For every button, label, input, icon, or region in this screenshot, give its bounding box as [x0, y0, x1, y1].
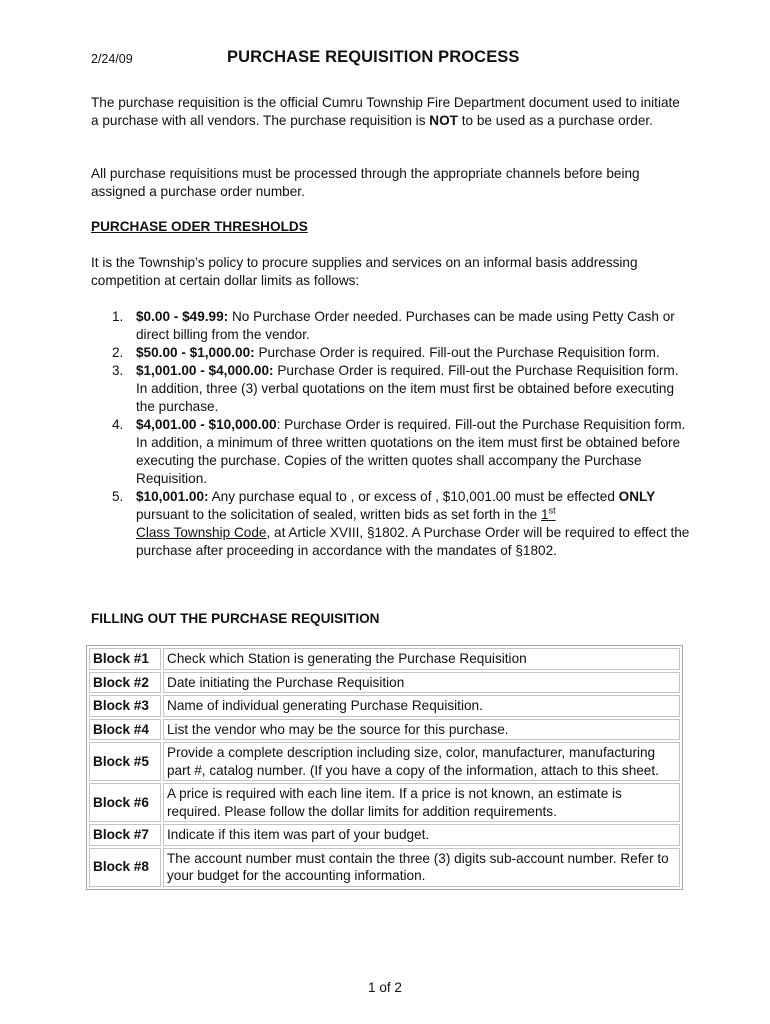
block-label: Block #1: [89, 648, 161, 670]
intro-not-emphasis: NOT: [429, 113, 458, 128]
intro-paragraph: [91, 94, 691, 130]
block-description: Date initiating the Purchase Requisition: [163, 672, 680, 694]
block-description: List the vendor who may be the source for this purchase.: [163, 719, 680, 741]
intro-text-b: to be used as a purchase order.: [457, 113, 653, 128]
block-description: A price is required with each line item. If a price is not known, an estimate is required. Please follow the dollar limits for addition requirements.: [163, 783, 680, 822]
thresholds-list: [91, 308, 691, 560]
table-row: [89, 742, 680, 781]
block-description: The account number must contain the three (3) digits sub-account number. Refer to your budget for the accounting information.: [163, 848, 680, 887]
intro-text-a: The purchase requisition is the official Cumru Township Fire Department document used to initiate a purchase with all vendors. The purchase requisition is: [91, 95, 680, 128]
table-row: [89, 672, 680, 694]
filling-heading: FILLING OUT THE PURCHASE REQUISITION: [91, 611, 380, 626]
threshold-number: 5.: [112, 489, 124, 504]
threshold-text: , at Article XVIII, §1802. A Purchase Order will be required to effect the purchase after proceeding in accordance with the mandates of §1802.: [136, 525, 690, 558]
page-number: 1 of 2: [367, 980, 402, 995]
block-label: Block #6: [89, 783, 161, 822]
document-date: 2/24/09: [91, 52, 133, 66]
threshold-text: Any purchase equal to , or excess of , $10,001.00 must be effected: [208, 489, 619, 504]
threshold-item: [91, 308, 691, 344]
threshold-range: $0.00 - $49.99:: [136, 309, 229, 324]
threshold-number: 3.: [112, 363, 124, 378]
block-label: Block #5: [89, 742, 161, 781]
document-title: PURCHASE REQUISITION PROCESS: [227, 48, 520, 66]
block-label: Block #7: [89, 824, 161, 846]
threshold-text: Purchase Order is required. Fill-out the Purchase Requisition form.: [254, 345, 660, 360]
table-row: [89, 848, 680, 887]
threshold-number: 1.: [112, 309, 124, 324]
threshold-range: $1,001.00 - $4,000.00:: [136, 363, 274, 378]
threshold-range: $4,001.00 - $10,000.00: [136, 417, 277, 432]
threshold-item: [91, 416, 691, 488]
block-description: Name of individual generating Purchase Requisition.: [163, 695, 680, 717]
code-name: Class Township Code: [136, 525, 267, 540]
threshold-number: 4.: [112, 417, 124, 432]
block-label: Block #8: [89, 848, 161, 887]
threshold-text: : Purchase Order is required. Fill-out the Purchase Requisition form. In addition, a minimum of three written quotations on the item must first be obtained before executing the purchase. Copies of the written quotes shall accompany the Purchase Requisition.: [136, 417, 686, 486]
threshold-item: [91, 362, 691, 416]
table-row: [89, 783, 680, 822]
code-class-number: 1: [541, 507, 549, 522]
block-description: Check which Station is generating the Purchase Requisition: [163, 648, 680, 670]
threshold-range: $10,001.00:: [136, 489, 209, 504]
threshold-text: No Purchase Order needed. Purchases can be made using Petty Cash or direct billing from the vendor.: [136, 309, 675, 342]
threshold-number: 2.: [112, 345, 124, 360]
threshold-item: [91, 344, 691, 362]
threshold-item: [91, 488, 691, 560]
threshold-text: Purchase Order is required. Fill-out the Purchase Requisition form. In addition, three (3) verbal quotations on the item must first be obtained before executing the purchase.: [136, 363, 679, 414]
threshold-text: pursuant to the solicitation of sealed, written bids as set forth in the: [136, 507, 542, 522]
blocks-table: [86, 645, 683, 890]
channels-paragraph: All purchase requisitions must be processed through the appropriate channels before being assigned a purchase order number.: [91, 166, 640, 199]
block-description: Indicate if this item was part of your budget.: [163, 824, 680, 846]
block-label: Block #4: [89, 719, 161, 741]
table-row: [89, 824, 680, 846]
code-class-suffix: st: [548, 505, 556, 516]
table-row: [89, 719, 680, 741]
threshold-range: $50.00 - $1,000.00:: [136, 345, 255, 360]
block-description: Provide a complete description including size, color, manufacturer, manufacturing part #, catalog number. (If you have a copy of the information, attach to this sheet.: [163, 742, 680, 781]
thresholds-intro: It is the Township’s policy to procure supplies and services on an informal basis addressing competition at certain dollar limits as follows:: [91, 255, 638, 288]
only-emphasis: ONLY: [618, 489, 656, 504]
block-label: Block #3: [89, 695, 161, 717]
table-row: [89, 695, 680, 717]
thresholds-heading: PURCHASE ODER THRESHOLDS: [91, 219, 308, 234]
block-label: Block #2: [89, 672, 161, 694]
table-row: [89, 648, 680, 670]
